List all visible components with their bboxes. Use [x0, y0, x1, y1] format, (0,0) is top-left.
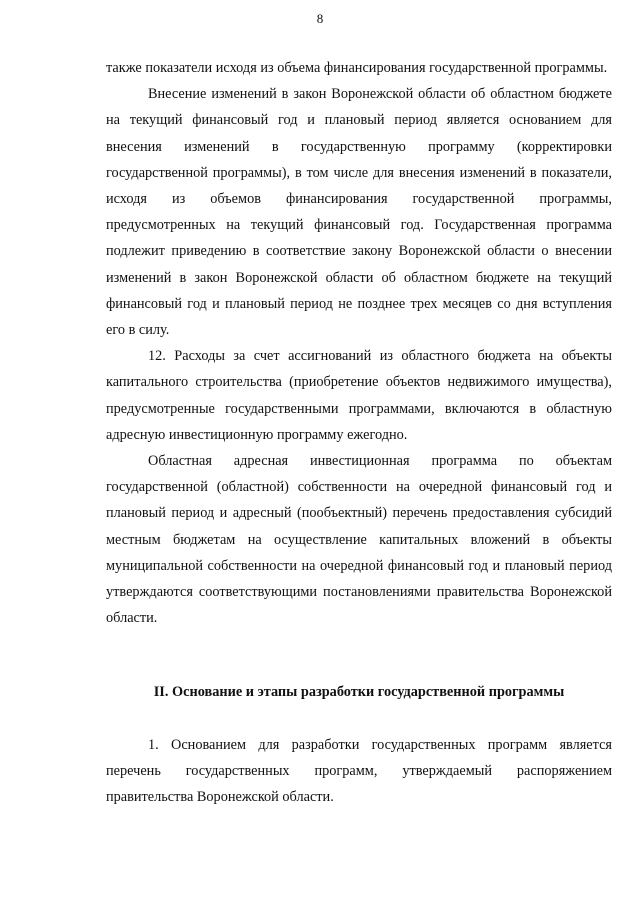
section-heading: II. Основание и этапы разработки государственной программы: [153, 684, 565, 700]
paragraph-investment-program: Областная адресная инвестиционная программа по объектам государственной (областной) собственности на очередной финансовый год и плановый период и адресный (пообъектный) перечень предоставления субсидий местным бюджетам на осуществление капитальных вложений в объекты муниципальной собственности на очередной финансовый год и плановый период утверждаются соответствующими постановлениями правительства Воронежской области.: [106, 453, 612, 627]
paragraph-budget-law-changes: Внесение изменений в закон Воронежской области об областном бюджете на текущий финансовый год и плановый период является основанием для внесения изменений в государственную программу (корректировки государственной программы), в том числе для внесения изменений в показатели, исходя из объемов финансирования государственной программы, предусмотренных на текущий финансовый год. Государственная программа подлежит приведению в соответствие закону Воронежской области о внесении изменений в закон Воронежской области об областном бюджете на текущий финансовый год и плановый период не позднее трех месяцев со дня вступления его в силу.: [106, 86, 612, 339]
page-number: 8: [316, 11, 324, 26]
section-body-text: [106, 732, 612, 811]
body-text: [106, 55, 612, 631]
paragraph-item-12: 12. Расходы за счет ассигнований из областного бюджета на объекты капитального строительства (приобретение объектов недвижимого имущества), предусмотренные государственными программами, включаются в областную адресную инвестиционную программу ежегодно.: [106, 348, 612, 443]
paragraph-continuation: также показатели исходя из объема финансирования государственной программы.: [106, 60, 608, 76]
paragraph-section-item-1: 1. Основанием для разработки государственных программ является перечень государственных программ, утверждаемый распоряжением правительства Воронежской области.: [106, 737, 612, 806]
